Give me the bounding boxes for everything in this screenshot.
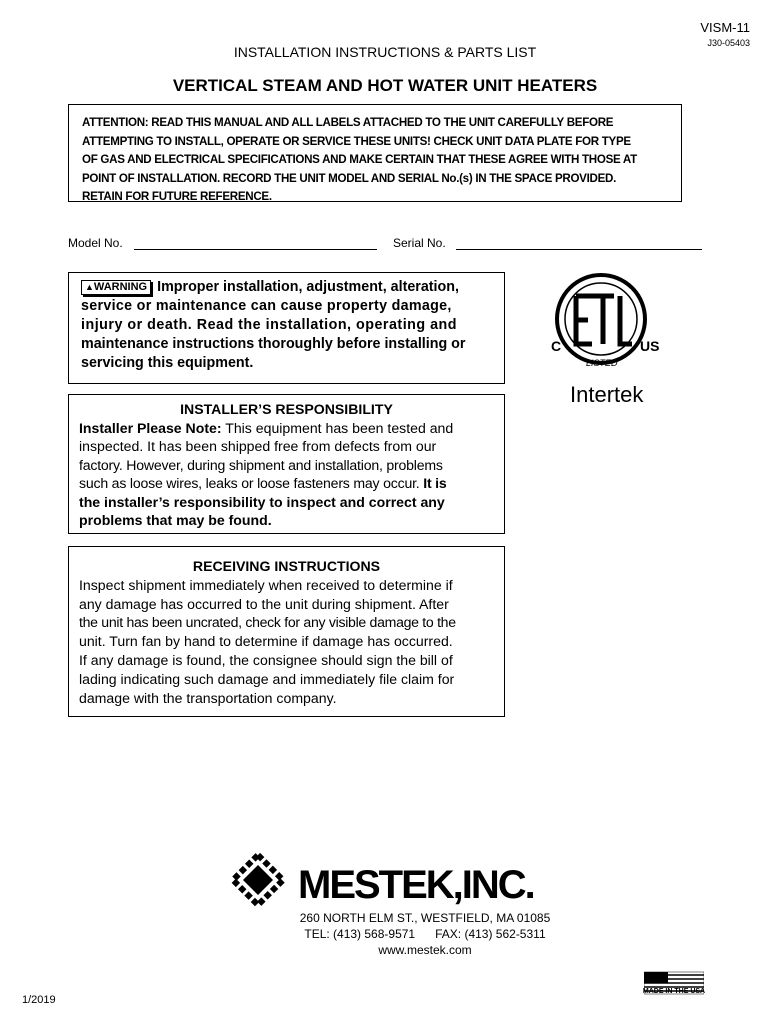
warning-triangle-icon: ▲ bbox=[85, 282, 94, 292]
mestek-wordmark: MESTEK,INC. bbox=[298, 863, 534, 907]
mestek-diamond-icon bbox=[233, 855, 283, 905]
receiving-line: Inspect shipment immediately when received to determine if bbox=[79, 576, 453, 593]
receiving-line: If any damage is found, the consignee should sign the bill of bbox=[79, 651, 453, 668]
model-number-label: Model No. bbox=[68, 236, 123, 250]
company-website[interactable]: www.mestek.com bbox=[378, 943, 472, 957]
installer-heading: INSTALLER’S RESPONSIBILITY bbox=[180, 401, 393, 417]
etl-letter-l bbox=[620, 296, 632, 344]
attention-line: ATTEMPTING TO INSTALL, OPERATE OR SERVICE THESE UNITS! CHECK UNIT DATA PLATE FOR TYPE bbox=[82, 134, 631, 148]
serial-number-label: Serial No. bbox=[393, 236, 446, 250]
installer-text: such as loose wires, leaks or loose fasteners may occur. bbox=[79, 475, 424, 491]
installer-text-bold: problems that may be found. bbox=[79, 512, 272, 528]
etl-c-mark: C bbox=[551, 338, 562, 354]
receiving-heading: RECEIVING INSTRUCTIONS bbox=[192, 558, 381, 574]
attention-line: POINT OF INSTALLATION. RECORD THE UNIT MODEL AND SERIAL No.(s) IN THE SPACE PROVIDED. bbox=[82, 171, 617, 185]
serial-number-field[interactable] bbox=[456, 249, 702, 250]
warning-line: Improper installation, adjustment, alteration, bbox=[157, 279, 459, 295]
receiving-line: the unit has been uncrated, check for any visible damage to the bbox=[79, 614, 456, 631]
installer-responsibility-box bbox=[68, 394, 505, 534]
warning-badge bbox=[81, 280, 151, 295]
revision-date: 1/2019 bbox=[22, 994, 56, 1006]
installer-text: This equipment has been tested and bbox=[221, 419, 454, 436]
installer-text-bold: the installer’s responsibility to inspect and correct any bbox=[79, 493, 445, 510]
company-address-block bbox=[270, 910, 580, 958]
usa-flag-icon bbox=[644, 966, 704, 1002]
document-subcode: J30-05403 bbox=[707, 38, 750, 48]
warning-line: servicing this equipment. bbox=[81, 355, 254, 371]
receiving-line: lading indicating such damage and immediately file claim for bbox=[79, 670, 455, 687]
made-in-usa-text: MADE IN THE USA bbox=[642, 988, 706, 995]
top-title: INSTALLATION INSTRUCTIONS & PARTS LIST bbox=[233, 44, 537, 60]
warning-line: injury or death. Read the installation, operating and bbox=[81, 317, 458, 333]
etl-listed-text: LISTED bbox=[586, 358, 618, 368]
receiving-line: unit. Turn fan by hand to determine if damage has occurred. bbox=[79, 633, 453, 650]
receiving-line: any damage has occurred to the unit during shipment. After bbox=[79, 595, 449, 612]
warning-badge-label: WARNING bbox=[93, 281, 148, 293]
receiving-line: damage with the transportation company. bbox=[79, 689, 337, 706]
attention-line: ATTENTION: READ THIS MANUAL AND ALL LABELS ATTACHED TO THE UNIT CAREFULLY BEFORE bbox=[82, 116, 614, 129]
receiving-instructions-box bbox=[68, 546, 505, 717]
page-title: VERTICAL STEAM AND HOT WATER UNIT HEATERS bbox=[172, 76, 598, 95]
installer-text-bold: It is bbox=[423, 475, 447, 491]
warning-box bbox=[68, 272, 505, 384]
mestek-logo bbox=[228, 850, 548, 910]
attention-box bbox=[68, 104, 682, 202]
installer-text: inspected. It has been shipped free from defects from our bbox=[79, 438, 437, 454]
model-number-field[interactable] bbox=[134, 249, 377, 250]
document-code: VISM-11 bbox=[700, 20, 750, 35]
etl-us-mark: US bbox=[640, 338, 660, 354]
installer-note-label: Installer Please Note: bbox=[79, 419, 222, 436]
etl-letter-e bbox=[576, 296, 592, 344]
warning-line: maintenance instructions thoroughly before installing or bbox=[81, 336, 466, 352]
attention-line: OF GAS AND ELECTRICAL SPECIFICATIONS AND MAKE CERTAIN THAT THESE AGREE WITH THOSE AT bbox=[82, 153, 637, 166]
warning-line: service or maintenance can cause property damage, bbox=[81, 298, 452, 314]
etl-listed-logo bbox=[548, 266, 688, 406]
installer-text: factory. However, during shipment and installation, problems bbox=[79, 456, 443, 473]
company-phone: TEL: (413) 568-9571 FAX: (413) 562-5311 bbox=[304, 927, 546, 941]
etl-letter-t bbox=[592, 296, 614, 344]
intertek-text: Intertek bbox=[570, 382, 644, 406]
attention-line: RETAIN FOR FUTURE REFERENCE. bbox=[82, 190, 272, 203]
company-address: 260 NORTH ELM ST., WESTFIELD, MA 01085 bbox=[299, 911, 551, 925]
